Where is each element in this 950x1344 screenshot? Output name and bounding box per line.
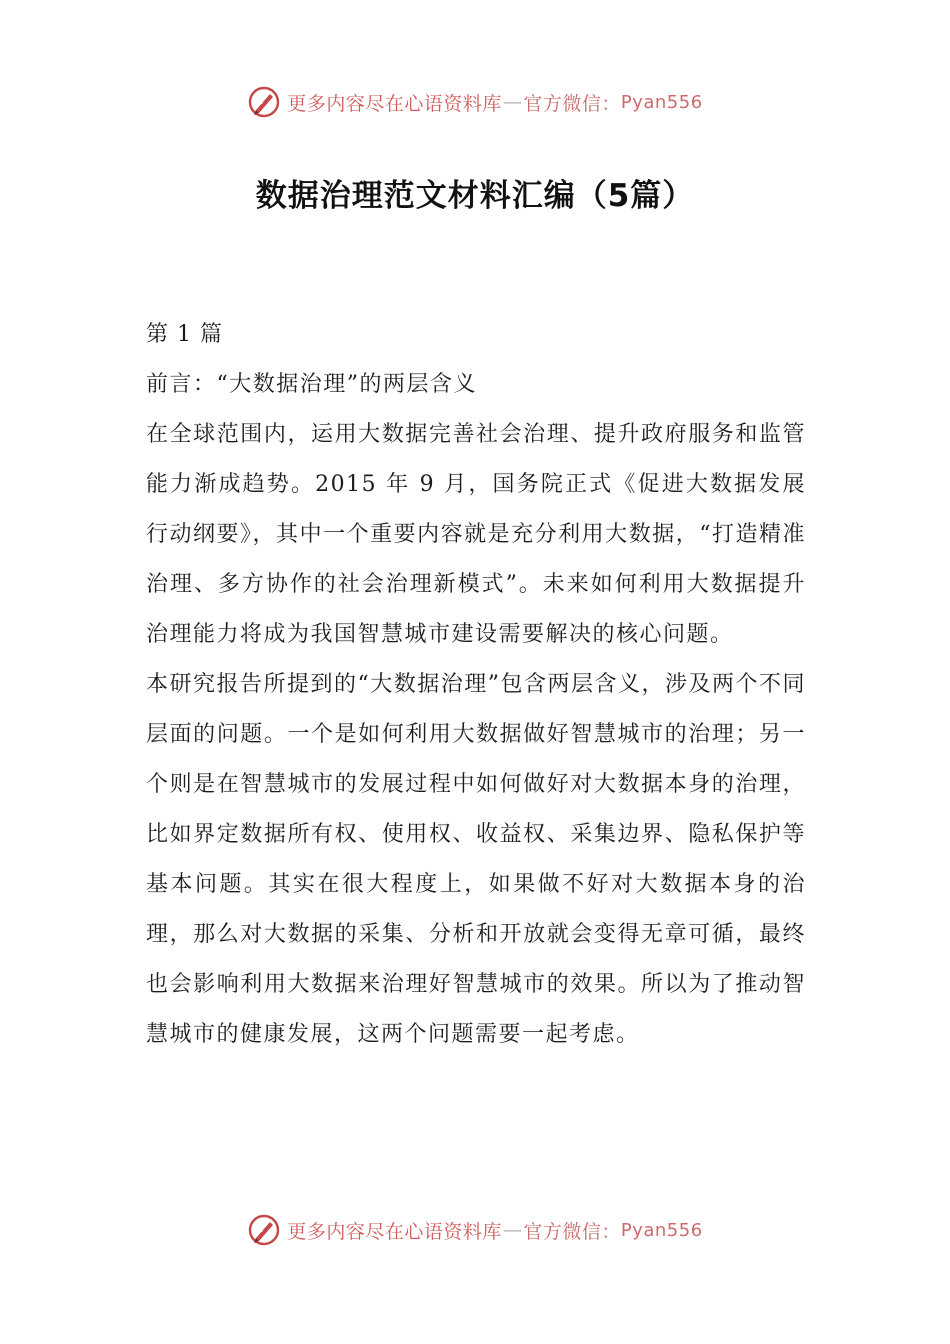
banner-wechat-label: 官方微信： (523, 1220, 621, 1243)
pen-logo-icon (247, 1213, 281, 1247)
banner-account: Pyan556 (620, 91, 703, 113)
banner-text: 更多内容尽在心语资料库 (287, 92, 502, 115)
section-heading: 前言：“大数据治理”的两层含义 (146, 372, 477, 397)
banner-separator: — (502, 91, 523, 113)
document-title: 数据治理范文材料汇编（5篇） (255, 178, 695, 214)
paragraph-2: 本研究报告所提到的“大数据治理”包含两层含义，涉及两个不同层面的问题。一个是如何利用大数据做好智慧城市的治理；另一个则是在智慧城市的发展过程中如何做好对大数据本身的治理，比如界定数据所有权、使用权、收益权、采集边界、隐私保护等基本问题。其实在很大程度上，如果做不好对大数据本身的治理，那么对大数据的采集、分析和开放就会变得无章可循，最终也会影响利用大数据来治理好智慧城市的效果。所以为了推动智慧城市的健康发展，这两个问题需要一起考虑。 (146, 672, 806, 1047)
section-label: 第 1 篇 (146, 322, 223, 347)
paragraph-1: 在全球范围内，运用大数据完善社会治理、提升政府服务和监管能力渐成趋势。2015 年 9 月，国务院正式《促进大数据发展行动纲要》，其中一个重要内容就是充分利用大数据，“打造精准治理、多方协作的社会治理新模式”。未来如何利用大数据提升治理能力将成为我国智慧城市建设需要解决的核心问题。 (146, 422, 806, 647)
pen-logo-icon (247, 85, 281, 119)
banner-wechat-label: 官方微信： (523, 92, 621, 115)
banner-separator: — (502, 1219, 523, 1241)
document-body (146, 310, 806, 1060)
header-banner (0, 82, 950, 122)
footer-banner (0, 1210, 950, 1250)
banner-text: 更多内容尽在心语资料库 (287, 1220, 502, 1243)
banner-account: Pyan556 (620, 1219, 703, 1241)
